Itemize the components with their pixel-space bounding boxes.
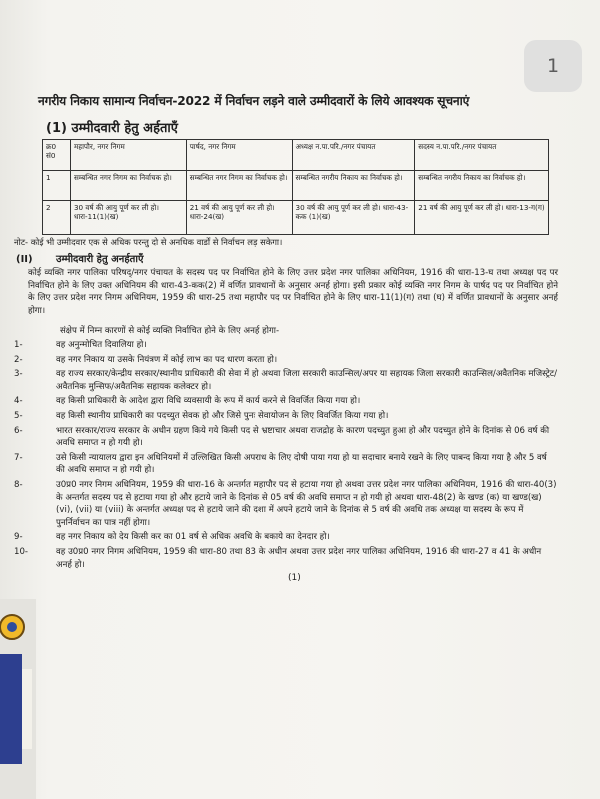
item-text: उसे किसी न्यायालय द्वारा इन अधिनियमों में उल्लिखित किसी अपराध के लिए दोषी पाया गया हो या सदाचार बनाये रखने के लिए पाबन्द किया गया है और 5 वर्ष की अवधि समाप्त न हो गयी हो। <box>56 452 547 476</box>
table-header-cell: अध्यक्ष न.पा.परि./नगर पंचायत <box>292 140 415 171</box>
table-cell: सम्बन्धित नगरीय निकाय का निर्वाचक हो। <box>415 171 549 201</box>
list-item <box>10 479 558 529</box>
list-item <box>10 395 558 408</box>
item-number: 3- <box>14 369 23 380</box>
item-text: वह किसी प्राधिकारी के आदेश द्वारा विधि व्यवसायी के रूप में कार्य करने से विवर्जित किया गया हो। <box>56 396 361 407</box>
item-text: वह किसी स्थानीय प्राधिकारी का पदच्युत सेवक हो और जिसे पुनः सेवायोजन के लिए विवर्जित किया गया हो। <box>56 410 389 421</box>
list-item <box>10 368 558 393</box>
list-item <box>10 452 558 477</box>
list-item <box>10 531 558 544</box>
page-indicator-badge: 1 <box>524 40 582 92</box>
table-cell: सम्बन्धित नगर निगम का निर्वाचक हो। <box>70 171 186 201</box>
item-text: वह उ0प्र0 नगर निगम अधिनियम, 1959 की धारा-80 तथा 83 के अधीन अथवा उत्तर प्रदेश नगर पालिका अधिनियम, 1916 की धारा-27 व 41 के अधीन अनर्ह हो। <box>56 546 542 570</box>
item-number: 7- <box>14 452 23 463</box>
item-text: वह नगर निकाय को देय किसी कर का 01 वर्ष से अधिक अवधि के बकाये का देनदार हो। <box>56 532 330 543</box>
item-number: 5- <box>14 410 23 421</box>
list-item <box>10 339 558 352</box>
list-item <box>10 354 558 367</box>
list-item <box>10 410 558 423</box>
table-row <box>43 201 549 235</box>
section1-title: (1) उम्मीदवारी हेतु अर्हताएँ <box>46 121 178 136</box>
item-number: 6- <box>14 425 23 436</box>
item-number: 9- <box>14 532 23 543</box>
table-note: नोट- कोई भी उम्मीदवार एक से अधिक परन्तु दो से अनधिक वार्डों से निर्वाचन लड़ सकेगा। <box>14 237 283 247</box>
table-cell: सम्बन्धित नगर निगम का निर्वाचक हो। <box>186 171 292 201</box>
table-cell: 30 वर्ष की आयु पूर्ण कर ली हो। धारा-11(1)(ख) <box>70 201 186 235</box>
item-number: 1- <box>14 340 23 350</box>
section2-number: (II) <box>16 254 33 265</box>
item-text: वह नगर निकाय या उसके नियंत्रण में कोई लाभ का पद धारण करता हो। <box>56 354 278 365</box>
list-item <box>10 425 558 450</box>
table-row <box>43 171 549 201</box>
table-header-cell: सदस्य न.पा.परि./नगर पंचायत <box>415 140 549 171</box>
list-item <box>10 546 558 571</box>
disqualification-list <box>10 339 558 571</box>
item-text: वह अनुन्मोचित दिवालिया हो। <box>56 340 147 350</box>
table-header-cell: पार्षद, नगर निगम <box>186 140 292 171</box>
item-number: 8- <box>14 479 23 490</box>
eligibility-table <box>42 139 549 235</box>
page-number: (1) <box>288 573 301 584</box>
item-text: भारत सरकार/राज्य सरकार के अधीन ग्रहण किये गये किसी पद से भ्रष्टाचार अथवा राजद्रोह के कारण पदच्युत हुआ हो और पदच्युत होने के दिनांक से 06 वर्ष की अवधि समाप्त न हो गयी हो। <box>56 425 550 449</box>
item-text: उ0प्र0 नगर निगम अधिनियम, 1959 की धारा-16 के अन्तर्गत महापौर पद से हटाया गया हो अथवा उत्तर प्रदेश नगर पालिका अधिनियम, 1916 की धारा-40(3) के अन्तर्गत सदस्य पद से हटाया गया हो और हटाये जाने के दिनांक से 05 वर्ष की अवधि समाप्त न हो गयी हो अथवा धारा-48(2) के खण्ड (क) या खण्ड(ख) (vi), (vii) या (viii) के अन्तर्गत अध्यक्ष पद से हटाये जाने की दशा में अपने हटाये जाने के दिनांक से 5 वर्ष की अवधि तक अध्यक्ष या सदस्य के रूप में पुनर्निर्वाचन का पात्र नहीं होगा। <box>56 479 557 528</box>
section2-heading <box>16 251 558 265</box>
disqualification-paragraph: कोई व्यक्ति नगर पालिका परिषद्/नगर पंचायत के सदस्य पद पर निर्वाचित होने के लिए उत्तर प्रदेश नगर पालिका अधिनियम, 1916 की धारा-13-घ तथा अध्यक्ष पद पर निर्वाचित होने के लिए उक्त अधिनियम की धारा-43-कक(2) में वर्णित प्रावधानों के अनुसार अनर्ह होगा। इसी प्रकार कोई व्यक्ति नगर निगम के पार्षद पद पर निर्वाचित होने के लिए उत्तर प्रदेश नगर निगम अधिनियम, 1959 की धारा-25 तथा महापौर पद पर निर्वाचित होने के लिए धारा-11(1)(ग) तथा (घ) में वर्णित प्रावधानों के अनुसार अनर्ह होगा। <box>28 268 558 316</box>
table-header-cell: महापौर, नगर निगम <box>70 140 186 171</box>
seal-sticker-graphic <box>0 599 36 799</box>
table-cell: 30 वर्ष की आयु पूर्ण कर ली हो। धारा-43-कक (1)(ख) <box>292 201 415 235</box>
table-cell: सम्बन्धित नगरीय निकाय का निर्वाचक हो। <box>292 171 415 201</box>
table-header-cell: क्र0 सं0 <box>43 140 71 171</box>
table-cell: 21 वर्ष की आयु पूर्ण कर ली हो। धारा-24(ख) <box>186 201 292 235</box>
item-number: 10- <box>14 546 29 557</box>
table-cell: 1 <box>43 171 71 201</box>
document-body <box>10 92 558 583</box>
item-number: 4- <box>14 396 23 407</box>
list-intro: संक्षेप में निम्न कारणों से कोई व्यक्ति निर्वाचित होने के लिए अनर्ह होगा- <box>60 326 280 336</box>
table-header-row <box>43 140 549 171</box>
table-cell: 21 वर्ष की आयु पूर्ण कर ली हो। धारा-13-ग(ग) <box>415 201 549 235</box>
item-number: 2- <box>14 354 23 365</box>
item-text: वह राज्य सरकार/केन्द्रीय सरकार/स्थानीय प्राधिकारी की सेवा में हो अथवा जिला सरकारी काउन्सिल/अपर या सहायक जिला सरकारी काउन्सिल/अवैतनिक मजिस्ट्रेट/अवैतनिक मुन्सिफ/अवैतनिक सहायक कलेक्टर हो। <box>56 369 558 392</box>
table-cell: 2 <box>43 201 71 235</box>
page-title: नगरीय निकाय सामान्य निर्वाचन-2022 में निर्वाचन लड़ने वाले उम्मीदवारों के लिये आवश्यक सूचनाएं <box>38 94 470 108</box>
section2-title: उम्मीदवारी हेतु अनर्हताएँ <box>56 254 144 265</box>
